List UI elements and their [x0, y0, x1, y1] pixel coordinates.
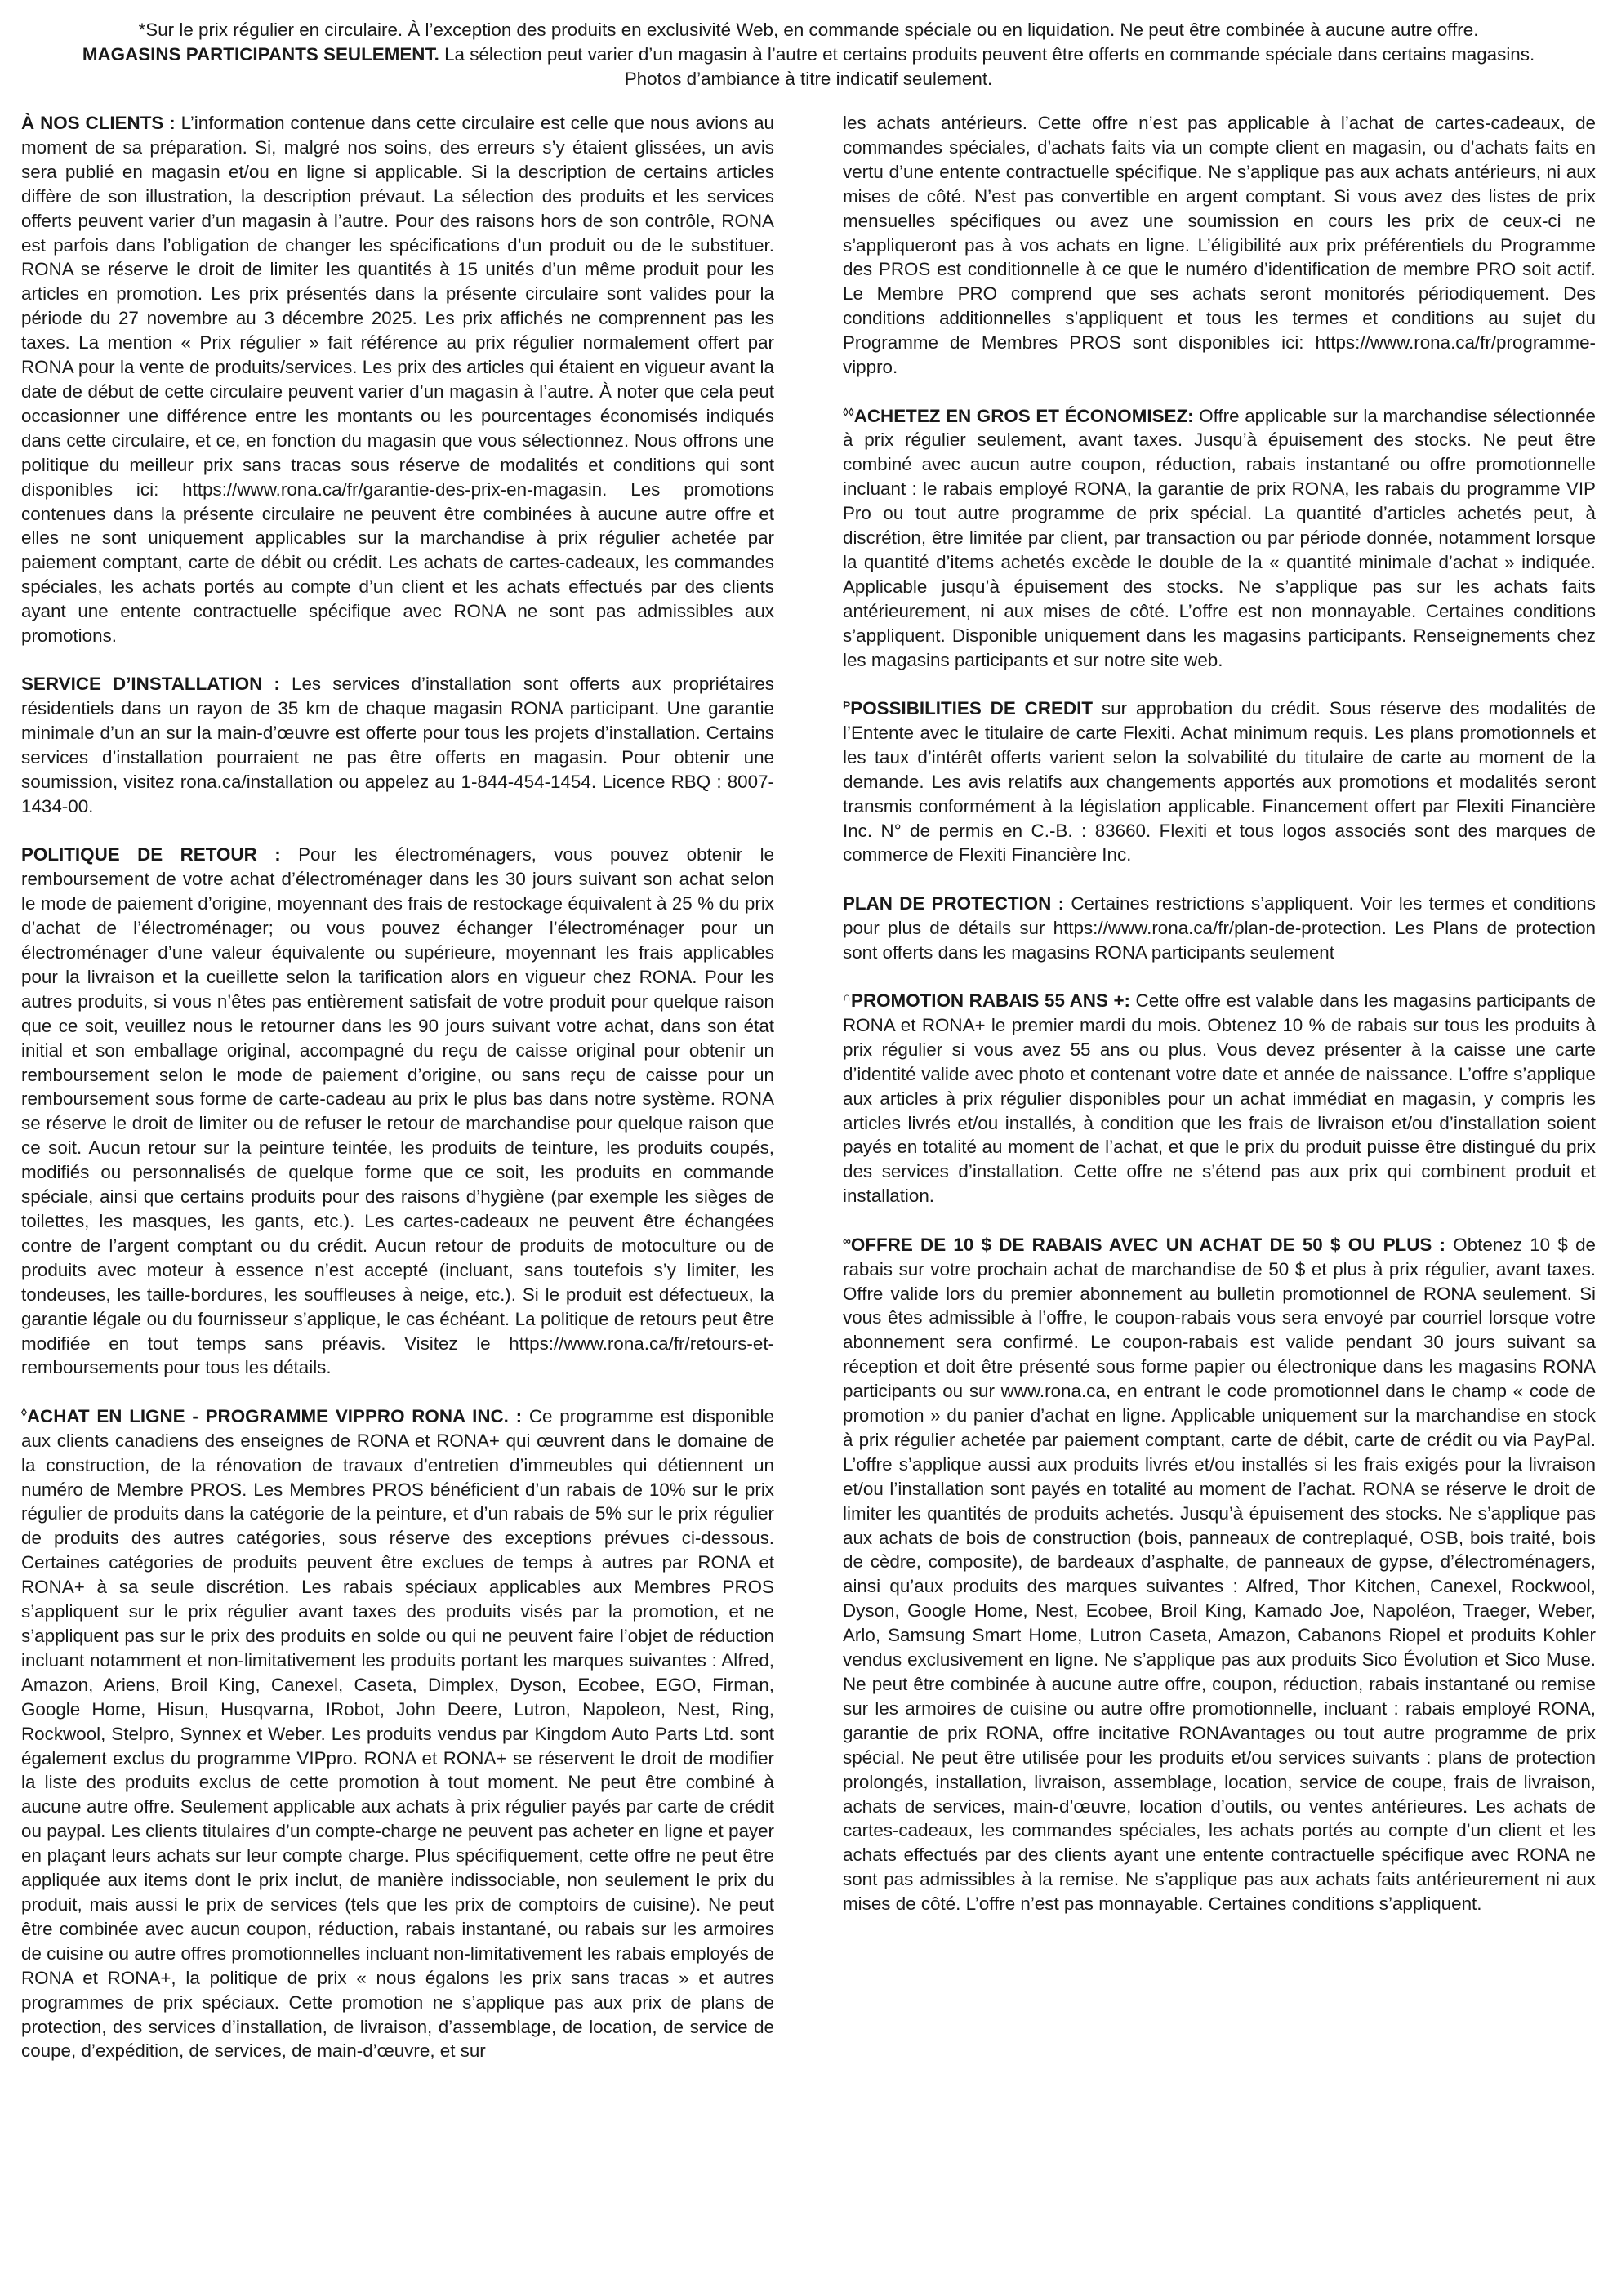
section-vippro-title: ACHAT EN LIGNE - PROGRAMME VIPPRO RONA INC. :	[26, 1405, 529, 1426]
section-protection-plan	[843, 892, 1596, 965]
disclaimer-header	[21, 18, 1596, 91]
section-senior-discount	[843, 989, 1596, 1208]
header-line-2-text: La sélection peut varier d’un magasin à l’autre et certains produits peuvent être offerts en commande spéciale dans certains magasins.	[439, 44, 1535, 65]
section-vippro	[21, 1404, 774, 2063]
section-clients	[21, 111, 774, 648]
section-bulk-buy	[843, 404, 1596, 673]
right-column	[843, 111, 1596, 2063]
section-vippro-text: Ce programme est disponible aux clients canadiens des enseignes de RONA et RONA+ qui œuvrent dans le domaine de la construction, de la rénovation de travaux d’entretien d’immeubles qui détiennent un numéro de Membre PROS. Les Membres PROS bénéficient d’un rabais de 10% sur le prix régulier de produits dans la catégorie de la peinture, et d’un rabais de 5% sur le prix régulier de produits des autres catégories, sous réserve des exceptions prévues ci-dessous. Certaines catégories de produits peuvent être exclues de temps à autres par RONA et RONA+ à sa seule discrétion. Les rabais spéciaux applicables aux Membres PROS s’appliquent sur le prix régulier avant taxes des produits visés par la promotion, et ne s’appliquent pas sur le prix des produits en solde ou qui ne peuvent faire l’objet de réduction incluant notamment et non-limitativement les produits portant les marques suivantes : Alfred, Amazon, Ariens, Broil King, Canexel, Caseta, Dimplex, Dyson, Ecobee, EGO, Firman, Google Home, Hisun, Husqvarna, IRobot, John Deere, Lutron, Napoleon, Nest, Ring, Rockwool, Stelpro, Synnex et Weber. Les produits vendus par Kingdom Auto Parts Ltd. sont également exclus du programme VIPpro. RONA et RONA+ se réservent le droit de modifier la liste des produits exclus de cette promotion à tout moment. Ne peut être combiné à aucune autre offre. Seulement applicable aux achats à prix régulier payés par carte de crédit ou paypal. Les clients titulaires d’un compte-charge ne peuvent pas acheter en ligne et payer en plaçant leurs achats sur leur compte charge. Plus spécifiquement, cette offre ne peut être appliquée aux items dont le prix inclut, de manière indissociable, non seulement le prix du produit, mais aussi le prix de services (tels que les prix de comptoirs de cuisine). Ne peut être combinée avec aucun coupon, réduction, rabais instantané, ou rabais sur les armoires de cuisine ou autre offres promotionnelles incluant non-limitativement les rabais employés de RONA et RONA+, la politique de prix « nous égalons les prix sans tracas » et autres programmes de prix spéciaux. Cette promotion ne s’applique pas aux prix de plans de protection, des services d’installation, de livraison, d’assemblage, de location, de service de coupe, d’expédition, de services, de main-d’œuvre, et sur	[21, 1405, 774, 2062]
section-bulk-buy-title: ACHETEZ EN GROS ET ÉCONOMISEZ:	[853, 405, 1200, 426]
section-installation	[21, 672, 774, 818]
section-credit-title: POSSIBILITIES DE CREDIT	[850, 697, 1102, 719]
section-vippro-continued: les achats antérieurs. Cette offre n’est pas applicable à l’achat de cartes-cadeaux, de commandes spéciales, d’achats faits via un compte client en magasin, ou d’achats faits en vertu d’une entente contractuelle spécifique. Ne s’applique pas aux achats antérieurs, ni aux mises de côté. N’est pas convertible en argent comptant. Si vous avez des listes de prix mensuelles spécifiques ou avez une soumission en cours les prix de ceux-ci ne s’appliqueront pas à vos achats en ligne. L’éligibilité aux prix préférentiels du Programme des PROS est conditionnelle à ce que le numéro d’identification de membre PRO soit actif. Le Membre PRO comprend que ses achats seront monitorés périodiquement. Des conditions additionnelles s’appliquent et tous les termes et conditions au sujet du Programme de Membres PROS sont disponibles ici: https://www.rona.ca/fr/programme-vippro.	[843, 113, 1596, 378]
section-return-policy-title: POLITIQUE DE RETOUR :	[21, 844, 299, 865]
section-newsletter-offer	[843, 1233, 1596, 1916]
section-bulk-buy-text: Offre applicable sur la marchandise sélectionnée à prix régulier seulement, avant taxes. Jusqu’à épuisement des stocks. Ne peut être combiné avec aucun autre coupon, réduction, rabais instantané ou offre promotionnelle incluant : le rabais employé RONA, la garantie de prix RONA, les rabais du programme VIP Pro ou tout autre programme de prix spécial. La quantité d’articles achetés peut, à discrétion, être limitée par client, par transaction ou par période donnée, notamment lorsque la quantité d’items achetés excède le double de la « quantité minimale d’achat » indiquée. Applicable jusqu’à épuisement des stocks. Ne s’applique pas sur les achats faits antérieurement, ni aux mises de côté. L’offre est non monnayable. Certaines conditions s’appliquent. Disponible uniquement dans les magasins participants. Renseignements chez les magasins participants et sur notre site web.	[843, 405, 1596, 670]
section-newsletter-offer-text: Obtenez 10 $ de rabais sur votre prochain achat de marchandise de 50 $ et plus à prix régulier, avant taxes. Offre valide lors du premier abonnement au bulletin promotionnel de RONA seulement. Si vous êtes admissible à l’offre, le coupon-rabais vous sera envoyé par courriel lorsque votre abonnement sera confirmé. Le coupon-rabais est valide pendant 30 jours suivant sa réception et doit être présenté sous forme papier ou électronique dans les magasins RONA participants ou sur www.rona.ca, en entrant le code promotionnel dans le champ « code de promotion » du panier d’achat en ligne. Applicable uniquement sur la marchandise en stock à prix régulier achetée par paiement comptant, carte de débit, carte de crédit ou via PayPal. L’offre s’applique aussi aux produits livrés et/ou installés si les frais exigés pour la livraison et/ou l’installation sont payés en totalité au moment de l’achat. RONA se réserve le droit de limiter les quantités de produits achetés. Jusqu’à épuisement des stocks. Ne s’applique pas aux achats de bois de construction (bois, panneaux de contreplaqué, OSB, bois traité, bois de cèdre, composite), de bardeaux d’asphalte, de panneaux de gypse, d’électroménagers, ainsi qu’aux produits des marques suivantes : Alfred, Thor Kitchen, Canexel, Rockwool, Dyson, Google Home, Nest, Ecobee, Broil King, Kamado Joe, Napoléon, Traeger, Weber, Arlo, Samsung Smart Home, Lutron Caseta, Amazon, Cabanons Riopel et produits Kohler vendus exclusivement en ligne. Ne s’applique pas aux produits Sico Évolution et Sico Muse. Ne peut être combinée à aucune autre offre, coupon, réduction, rabais instantané ou remise sur les armoires de cuisine ou autre offre promotionnelle, incluant : rabais employé RONA, garantie de prix RONA, offre incitative RONAvantages ou tout autre programme de prix spécial. Ne peut être utilisée pour les produits et/ou services suivants : plans de protection prolongés, installation, livraison, assemblage, location, service de coupe, frais de livraison, achats de services, main-d’œuvre, location d’outils, ou ventes antérieures. Les achats de cartes-cadeaux, les commandes spéciales, les achats portés au compte d’un client et les achats effectués par des clients ayant une entente contractuelle spécifique avec RONA ne sont pas admissibles à la remise. Ne s’applique pas aux achats faits antérieurement ni aux mises de côté. L’offre n’est pas monnayable. Certaines conditions s’appliquent.	[843, 1234, 1596, 1915]
section-installation-title: SERVICE D’INSTALLATION :	[21, 674, 292, 695]
section-senior-discount-title: PROMOTION RABAIS 55 ANS +:	[851, 990, 1136, 1012]
participating-stores-notice: MAGASINS PARTICIPANTS SEULEMENT.	[82, 44, 439, 65]
section-credit-text: sur approbation du crédit. Sous réserve des modalités de l’Entente avec le titulaire de carte Flexiti. Achat minimum requis. Les plans promotionnels et les taux d’intérêt offerts varient selon la solvabilité du titulaire de carte au moment de la demande. Les avis relatifs aux changements apportés aux promotions et modalités seront transmis conformément à la législation applicable. Financement offert par Flexiti Financière Inc. N° de permis en C.-B. : 83660. Flexiti et tous logos associés sont des marques de commerce de Flexiti Financière Inc.	[843, 697, 1596, 865]
header-line-1: *Sur le prix régulier en circulaire. À l’exception des produits en exclusivité Web, en commande spéciale ou en liquidation. Ne peut être combinée à aucune autre offre.	[138, 20, 1479, 40]
newsletter-offer-footnote-mark: ∞	[843, 1234, 851, 1248]
header-line-2	[21, 42, 1596, 67]
section-return-policy	[21, 843, 774, 1380]
vippro-footnote-mark: ◊	[21, 1405, 27, 1419]
bulk-buy-footnote-mark: ◊◊	[843, 404, 854, 418]
two-column-body	[21, 111, 1596, 2063]
section-clients-text: L’information contenue dans cette circulaire est celle que nous avions au moment de sa préparation. Si, malgré nos soins, des erreurs s’y étaient glissées, un avis sera publié en magasin et/ou en ligne si applicable. Si la description de certains articles diffère de son illustration, la description prévaut. La sélection des produits et les services offerts peuvent varier d’un magasin à l’autre. Pour des raisons hors de son contrôle, RONA est parfois dans l’obligation de changer les spécifications d’un produit ou de le substituer. RONA se réserve le droit de limiter les quantités à 15 unités d’un même produit pour les articles en promotion. Les prix présentés dans la présente circulaire sont valides pour la période du 27 novembre au 3 décembre 2025. Les prix affichés ne comprennent pas les taxes. La mention « Prix régulier » fait référence au prix régulier normalement offert par RONA pour la vente de produits/services. Les prix des articles qui étaient en vigueur avant la date de début de cette circulaire peuvent varier d’un magasin à l’autre. À noter que cela peut occasionner une différence entre les montants ou les pourcentages économisés indiqués dans cette circulaire, et ce, en fonction du magasin que vous sélectionnez. Nous offrons une politique du meilleur prix sans tracas sous réserve de modalités et conditions qui sont disponibles ici: https://www.rona.ca/fr/garantie-des-prix-en-magasin. Les promotions contenues dans la présente circulaire ne peuvent être combinées à aucune autre offre et elles ne sont uniquement applicables sur la marchandise à prix régulier achetée par paiement comptant, carte de débit ou crédit. Les achats de cartes-cadeaux, les commandes spéciales, les achats portés au compte d’un client et les achats effectués par des clients ayant une entente contractuelle spécifique avec RONA ne sont pas admissibles aux promotions.	[21, 113, 774, 647]
left-column	[21, 111, 774, 2063]
senior-discount-footnote-mark: ∩	[843, 990, 852, 1003]
section-protection-plan-title: PLAN DE PROTECTION :	[843, 892, 1071, 914]
section-protection-plan-text: Certaines restrictions s’appliquent. Voir les termes et conditions pour plus de détails sur https://www.rona.ca/fr/plan-de-protection. Les Plans de protection sont offerts dans les magasins RONA participants seulement	[843, 892, 1597, 963]
section-newsletter-offer-title: OFFRE DE 10 $ DE RABAIS AVEC UN ACHAT DE 50 $ OU PLUS :	[850, 1234, 1454, 1255]
section-senior-discount-text: Cette offre est valable dans les magasins participants de RONA et RONA+ le premier mardi du mois. Obtenez 10 % de rabais sur tous les produits à prix régulier si vous avez 55 ans ou plus. Vous devez présenter à la caisse une carte d’identité valide avec photo et contenant votre date et année de naissance. L’offre s’applique aux articles à prix régulier disponibles pour un achat immédiat en magasin, y compris les articles livrés et/ou installés, à condition que les frais de livraison et/ou d’installation soient payés en totalité au moment de l’achat, et que le prix du produit puisse être distingué du prix des services d’installation. Cette offre ne s’étend pas aux prix qui combinent produit et installation.	[843, 990, 1597, 1207]
section-return-policy-text: Pour les électroménagers, vous pouvez obtenir le remboursement de votre achat d’électroménager dans les 30 jours suivant son achat selon le mode de paiement d’origine, moyennant des frais de restockage équivalent à 25 % du prix d’achat de l’électroménager; ou vous pouvez échanger l’électroménager pour un électroménager d’une valeur équivalente ou supérieure, moyennant les frais applicables pour la livraison et la cueillette selon la tarification alors en vigueur chez RONA. Pour les autres produits, si vous n’êtes pas entièrement satisfait de votre produit pour quelque raison que ce soit, veuillez nous le retourner dans les 90 jours suivant votre achat, dans son état initial et son emballage original, accompagné du reçu de caisse original pour obtenir un remboursement selon le mode de paiement d’origine, ou sans reçu de caisse pour un remboursement sous forme de carte-cadeau au prix le plus bas dans notre système. RONA se réserve le droit de limiter ou de refuser le retour de marchandise pour quelque raison que ce soit. Aucun retour sur la peinture teintée, les produits de teinture, les produits coupés, modifiés ou personnalisés de quelque forme que ce soit, les produits en commande spéciale, ainsi que certains produits pour des raisons d’hygiène (par exemple les sièges de toilettes, les masques, les gants, etc.). Les cartes-cadeaux ne peuvent être échangées contre de l’argent comptant ou du crédit. Aucun retour de produits de motoculture ou de produits avec moteur à essence n’est accepté (incluant, sans toutefois s’y limiter, les tondeuses, les taille-bordures, les souffleuses à neige, etc.). Si le produit est défectueux, la garantie légale ou du fournisseur s’applique, le cas échéant. La politique de retours peut être modifiée en tout temps sans préavis. Visitez le https://www.rona.ca/fr/retours-et-remboursements pour tous les détails.	[21, 844, 774, 1378]
section-clients-title: À NOS CLIENTS :	[21, 113, 181, 134]
section-credit	[843, 696, 1596, 867]
header-line-3: Photos d’ambiance à titre indicatif seulement.	[624, 69, 993, 90]
section-installation-text: Les services d’installation sont offerts aux propriétaires résidentiels dans un rayon de 35 km de chaque magasin RONA participant. Une garantie minimale d’un an sur la main-d’œuvre est offerte pour tous les projets d’installation. Certains services d’installation pourraient ne pas être offerts en magasin. Pour obtenir une soumission, visitez rona.ca/installation ou appelez au 1-844-454-1454. Licence RBQ : 8007-1434-00.	[21, 674, 774, 817]
credit-footnote-mark: Þ	[843, 697, 851, 711]
